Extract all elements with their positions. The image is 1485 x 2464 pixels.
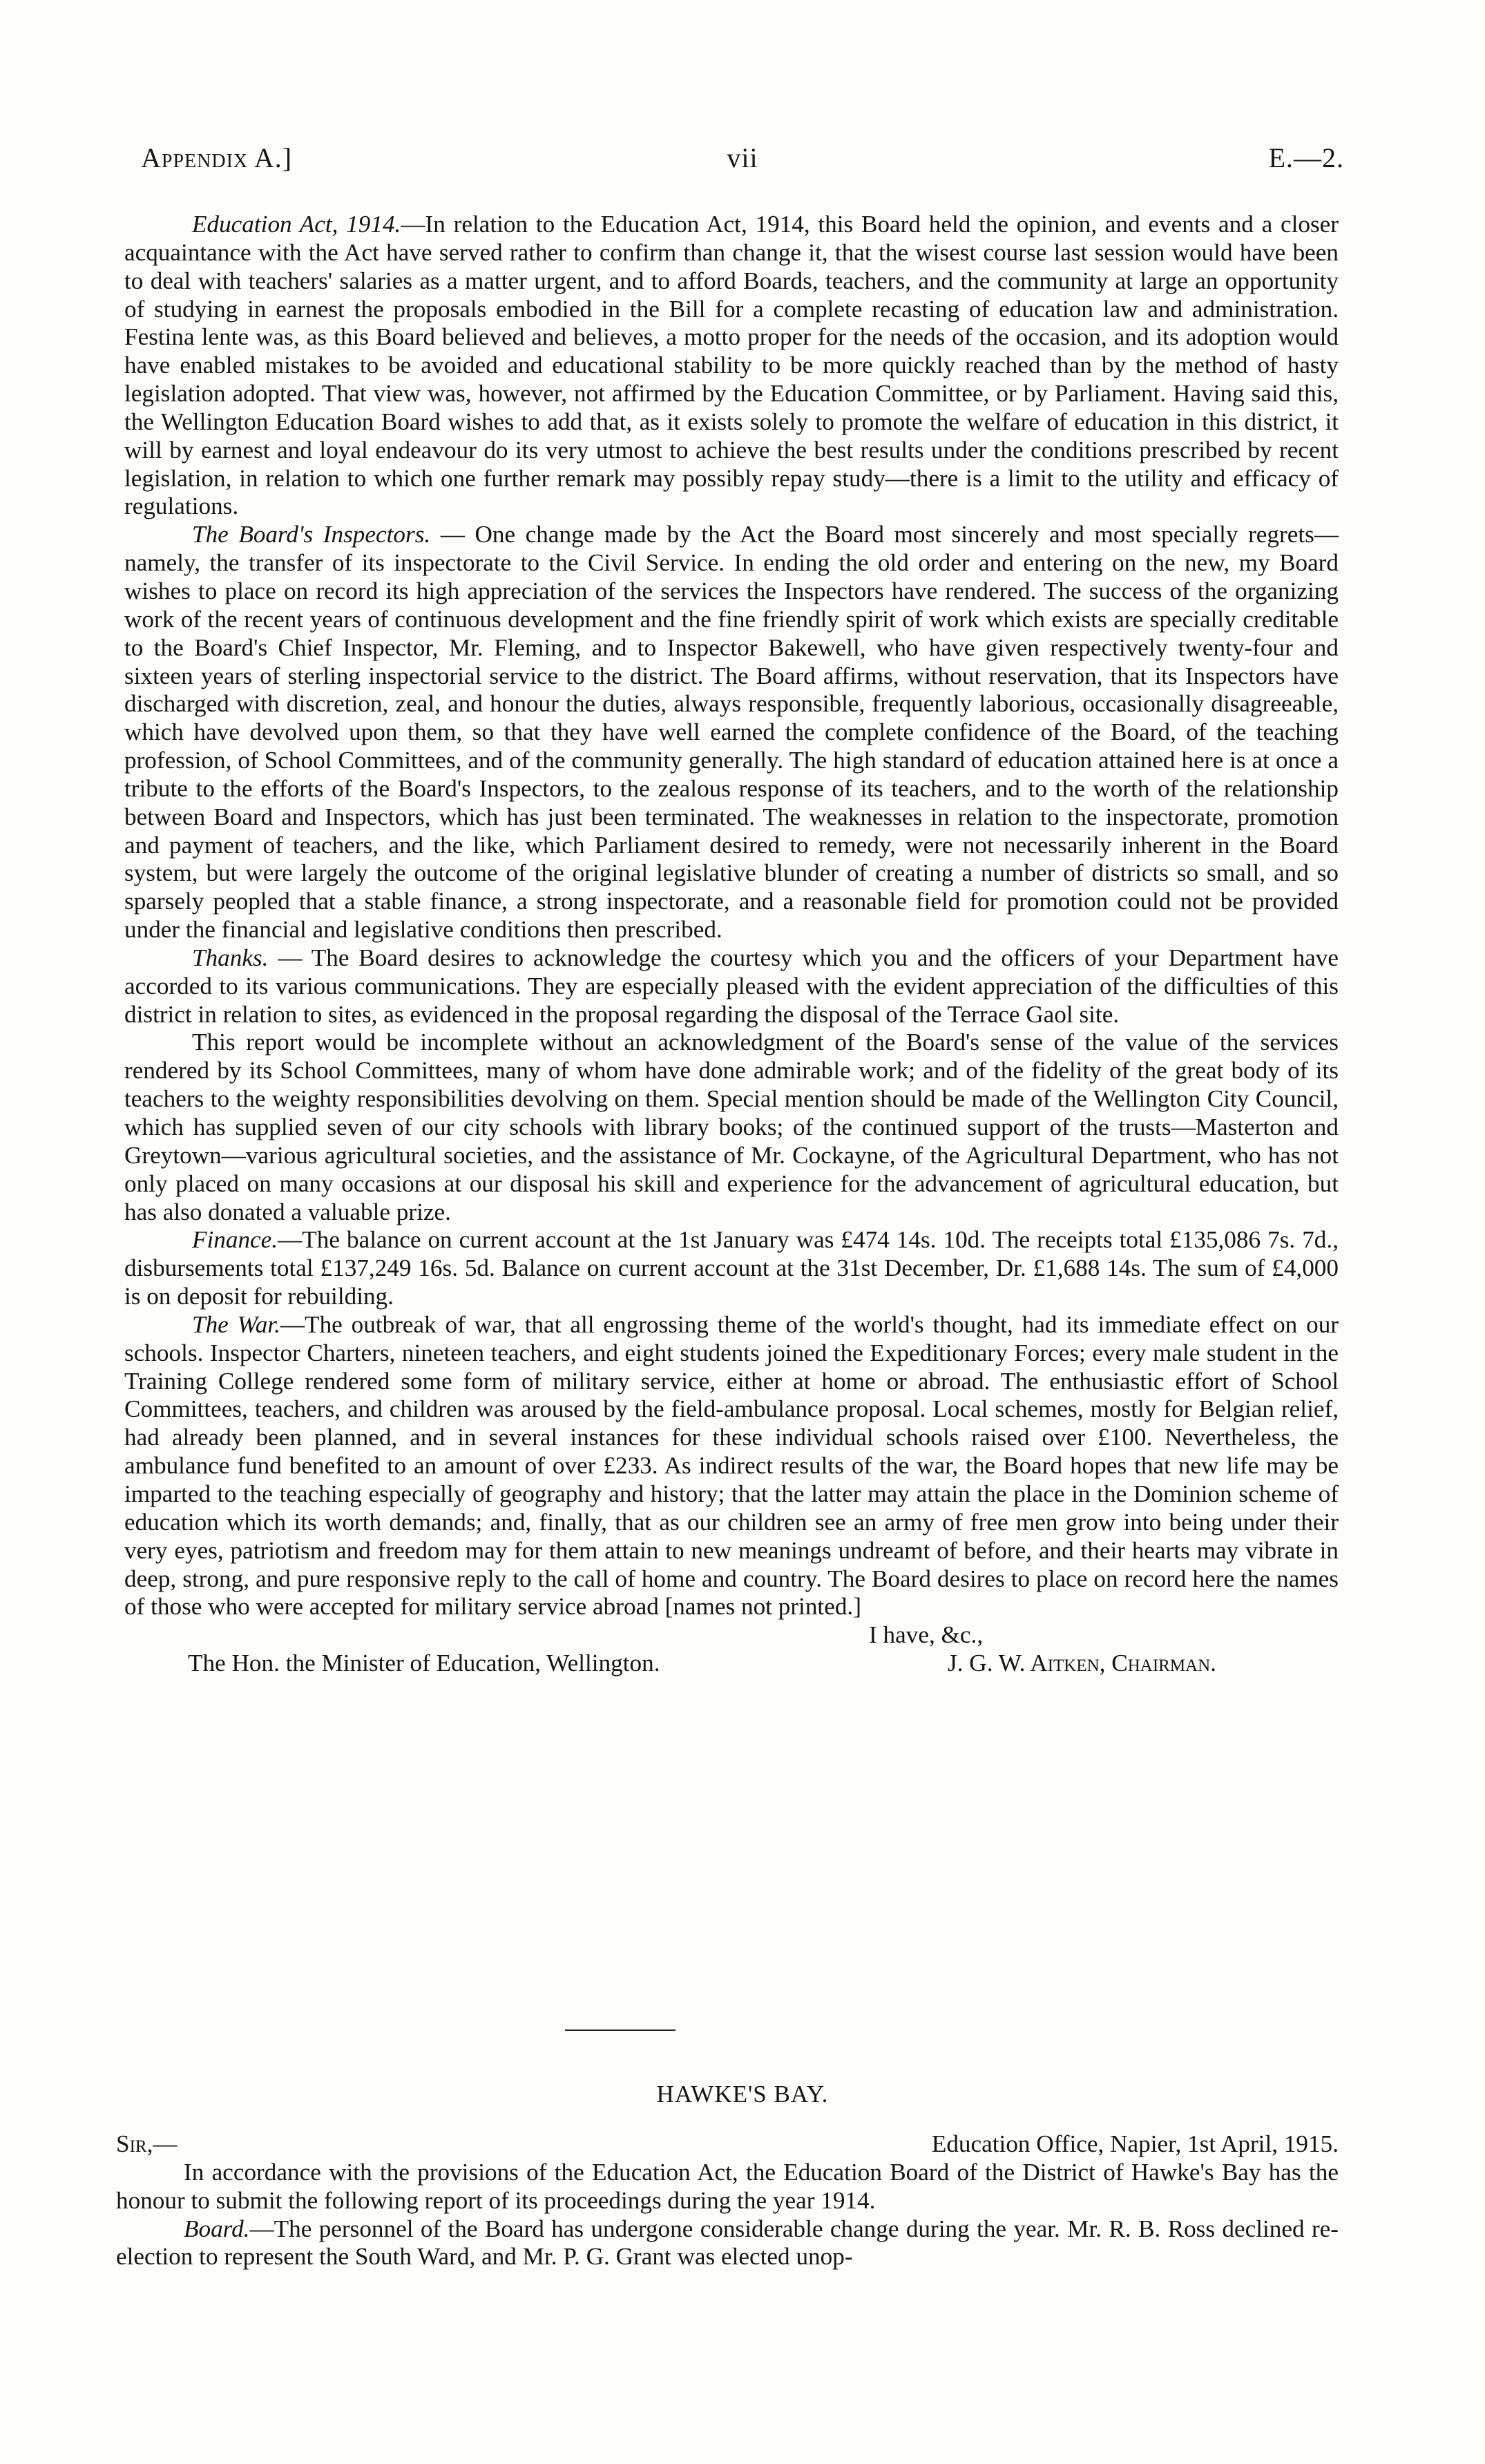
paragraph-lead: The War. <box>192 1310 280 1338</box>
paragraph-lead: The Board's Inspectors. <box>192 521 431 548</box>
letter-opening-row <box>116 2130 1339 2159</box>
paragraph-lead: Board. <box>184 2215 250 2242</box>
paragraph-inspectors <box>124 521 1339 944</box>
paragraph-text: —The outbreak of war, that all engrossing theme of the world's thought, had its immediate effect on our schools. Inspector Charters, nineteen teachers, and eight students joined the Expeditionary Forces; every male student in the Training College rendered some form of military service, either at home or abroad. The enthusiastic effort of School Committees, teachers, and children was aroused by the field-ambulance proposal. Local schemes, mostly for Belgian relief, had already been planned, and in several instances for these individual schools raised over £100. Nevertheless, the ambulance fund benefited to an amount of over £233. As indirect results of the war, the Board hopes that new life may be imparted to the teaching especially of geography and history; that the latter may attain the place in the Dominion scheme of education which its worth demands; and, finally, that as our children see an army of free men grow into being under their very eyes, patriotism and freedom may for them attain to new meanings undreamt of before, and their hearts may vibrate in deep, strong, and pure responsive reply to the call of home and country. The Board desires to place on record here the names of those who were accepted for military service abroad [names not printed.] <box>124 1310 1339 1621</box>
letter-sir: Sir,— <box>116 2130 178 2157</box>
page-header <box>141 142 1344 183</box>
signature-row <box>124 1650 1339 1678</box>
paragraph-text: —The personnel of the Board has undergone considerable change during the year. Mr. R. B. Ross declined re-election to represent the South Ward, and Mr. P. G. Grant was elected unop- <box>116 2215 1339 2271</box>
paragraph-acknowledgment <box>124 1029 1339 1226</box>
paragraph-war <box>124 1311 1339 1621</box>
paragraph-text: —In relation to the Education Act, 1914, this Board held the opinion, and events and a closer acquaintance with the Act have served rather to confirm than change it, that the wisest course last session would have been to deal with teachers' salaries as a matter urgent, and to afford Boards, teachers, and the community at large an opportunity of studying in earnest the proposals embodied in the Bill for a complete recasting of education law and administration. Festina lente was, as this Board believed and believes, a motto proper for the needs of the occasion, and its adoption would have enabled mistakes to be avoided and educational stability to be more quickly reached than by the method of hasty legislation adopted. That view was, however, not affirmed by the Education Committee, or by Parliament. Having said this, the Wellington Education Board wishes to add that, as it exists solely to promote the welfare of education in this district, it will by earnest and loyal endeavour do its very utmost to achieve the best results under the conditions prescribed by recent legislation, in relation to which one further remark may possibly repay study—there is a limit to the utility and efficacy of regulations. <box>124 211 1339 520</box>
paragraph-hawkes-bay-intro <box>116 2159 1339 2215</box>
section-heading-hawkes-bay: HAWKE'S BAY. <box>656 2081 829 2108</box>
header-document-code: E.—2. <box>1268 142 1344 173</box>
paragraph-text: This report would be incomplete without an acknowledgment of the Board's sense of the value of the services rendered by its School Committees, many of whom have done admirable work; and of the fidelity of the great body of its teachers to the weighty responsibilities devolving on them. Special mention should be made of the Wellington City Council, which has supplied seven of our city schools with library books; of the continued support of the trusts—Masterton and Greytown—various agricultural societies, and the assistance of Mr. Cockayne, of the Agricultural Department, who has not only placed on many occasions at our disposal his skill and experience for the advancement of agricultural education, but has also donated a valuable prize. <box>124 1029 1339 1225</box>
paragraph-text: — One change made by the Act the Board most sincerely and most specially regrets—namely, the transfer of its inspectorate to the Civil Service. In ending the old order and entering on the new, my Board wishes to place on record its high appreciation of the services the Inspectors have rendered. The success of the organizing work of the recent years of continuous development and the fine friendly spirit of work which exists are specially creditable to the Board's Chief Inspector, Mr. Fleming, and to Inspector Bakewell, who have given respectively twenty-four and sixteen years of sterling inspectorial service to the district. The Board affirms, without reservation, that its Inspectors have discharged with discretion, zeal, and honour the duties, always responsible, frequently laborious, occasionally disagreeable, which have devolved upon them, so that they have well earned the complete confidence of the Board, of the teaching profession, of School Committees, and of the community generally. The high standard of education attained here is at once a tribute to the efforts of the Board's Inspectors, to the zealous response of its teachers, and to the worth of the relationship between Board and Inspectors, which has just been terminated. The weaknesses in relation to the inspectorate, promotion and payment of teachers, and the like, which Parliament desired to remedy, were not necessarily inherent in the Board system, but were largely the outcome of the original legislative blunder of creating a number of districts so small, and so sparsely peopled that a stable finance, a strong inspectorate, and a reasonable field for promotion could not be provided under the financial and legislative conditions then prescribed. <box>124 521 1339 944</box>
closing-addressee: The Hon. the Minister of Education, Wellington. <box>188 1650 660 1677</box>
paragraph-thanks <box>124 944 1339 1029</box>
hawkes-bay-report-body <box>116 2130 1339 2271</box>
paragraph-text: In accordance with the provisions of the Education Act, the Education Board of the District of Hawke's Bay has the honour to submit the following report of its proceedings during the year 1914. <box>116 2158 1339 2214</box>
paragraph-education-act <box>124 211 1339 521</box>
section-divider <box>565 2030 676 2031</box>
paragraph-lead: Thanks. <box>192 944 269 971</box>
paragraph-lead: Finance. <box>192 1226 278 1254</box>
closing-signatory: J. G. W. Aitken, Chairman. <box>948 1650 1216 1677</box>
paragraph-text: — The Board desires to acknowledge the courtesy which you and the officers of your Department have accorded to its various communications. They are especially pleased with the evident appreciation of the difficulties of this district in relation to sites, as evidenced in the proposal regarding the disposal of the Terrace Gaol site. <box>124 944 1339 1028</box>
closing-salutation: I have, &c., <box>869 1621 984 1649</box>
letter-address: Education Office, Napier, 1st April, 1915. <box>931 2130 1339 2157</box>
paragraph-hawkes-bay-board <box>116 2215 1339 2272</box>
wellington-report-body <box>124 211 1339 1678</box>
paragraph-finance <box>124 1226 1339 1311</box>
paragraph-text: —The balance on current account at the 1st January was £474 14s. 10d. The receipts total £135,086 7s. 7d., disbursements total £137,249 16s. 5d. Balance on current account at the 31st December, Dr. £1,688 14s. The sum of £4,000 is on deposit for rebuilding. <box>124 1226 1339 1310</box>
salutation-row <box>124 1621 1339 1650</box>
header-page-number: vii <box>727 142 758 173</box>
paragraph-lead: Education Act, 1914. <box>192 211 401 238</box>
header-appendix: Appendix A.] <box>141 142 293 173</box>
